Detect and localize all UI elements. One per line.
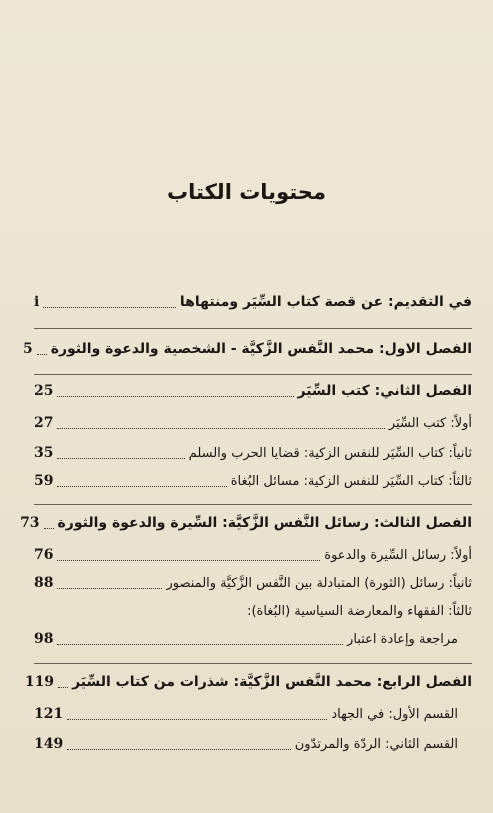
leader-dots <box>57 553 320 561</box>
separator-rule <box>34 328 472 329</box>
toc-entry-chapter-3 <box>20 515 472 531</box>
toc-page-number: 121 <box>34 706 64 722</box>
leader-dots <box>57 479 226 487</box>
toc-entry-chapter-1 <box>22 341 472 357</box>
toc-entry-chapter-2 <box>34 383 472 399</box>
toc-entry-text: الفصل الثالث: رسائل النَّفس الزَّكيَّة: السِّيرة والدعوة والثورة <box>57 515 472 531</box>
leader-dots <box>57 389 293 398</box>
separator-rule <box>34 663 472 664</box>
toc-entry-intro <box>34 294 472 310</box>
toc-entry-text: الفصل الرابع: محمد النَّفس الزَّكيَّة: شذرات من كتاب السِّيَر <box>72 674 472 690</box>
toc-entry-chapter-4 <box>24 674 472 690</box>
leader-dots <box>57 581 162 589</box>
toc-entry-text: القسم الأول: في الجهاد <box>331 707 458 722</box>
leader-dots <box>57 451 184 459</box>
toc-entry-text: ثالثاً: كتاب السِّيَر للنفس الزكية: مسائل البُغاة <box>230 474 472 489</box>
toc-entry-section <box>34 631 472 647</box>
toc-entry-section <box>34 575 472 591</box>
toc-entry-text: في التقديم: عن قصة كتاب السِّيَر ومنتهاها <box>179 294 472 310</box>
toc-page-number: 27 <box>34 415 54 431</box>
leader-dots <box>58 680 68 689</box>
toc-page-number: 73 <box>20 515 40 531</box>
leader-dots <box>67 742 291 750</box>
toc-page-number: 25 <box>34 383 54 399</box>
separator-rule <box>34 374 472 375</box>
toc-entry-section <box>34 445 472 461</box>
separator-rule <box>34 504 472 505</box>
toc-entry-text: الفصل الثاني: كتب السِّيَر <box>297 383 472 399</box>
toc-page-number: 35 <box>34 445 54 461</box>
toc-entry-section <box>34 473 472 489</box>
leader-dots <box>43 300 176 309</box>
leader-dots <box>57 637 343 645</box>
toc-entry-heading: ثالثاً: الفقهاء والمعارضة السياسية (البُغاة): <box>247 604 472 619</box>
leader-dots <box>37 347 47 356</box>
toc-page-number: 59 <box>34 473 54 489</box>
toc-entry-text: القسم الثاني: الردّة والمرتدّون <box>294 737 458 752</box>
toc-entry-section <box>34 547 472 563</box>
leader-dots <box>57 421 384 429</box>
toc-page-number: 98 <box>34 631 54 647</box>
toc-page-number: 149 <box>34 736 64 752</box>
toc-page-number: 88 <box>34 575 54 591</box>
toc-entry-text: ثانياً: كتاب السِّيَر للنفس الزكية: قضايا الحرب والسلم <box>188 446 472 461</box>
leader-dots <box>67 712 327 720</box>
toc-entry-text: أولاً: كتب السِّيَر <box>388 416 472 431</box>
toc-entry-text: الفصل الاول: محمد النَّفس الزَّكيَّة - الشخصية والدعوة والثورة <box>50 341 472 357</box>
toc-entry-text: ثانياً: رسائل (الثورة) المتبادلة بين النَّفس الزَّكيَّة والمنصور <box>166 576 472 591</box>
toc-page-number: 5 <box>22 341 33 357</box>
page-title: محتويات الكتاب <box>167 180 326 204</box>
toc-entry-section <box>34 415 472 431</box>
toc-page-number: i <box>34 294 40 310</box>
toc-entry-section <box>34 736 472 752</box>
toc-entry-section <box>34 706 472 722</box>
toc-entry-text: مراجعة وإعادة اعتبار <box>347 632 458 647</box>
toc-entry-text: أولاً: رسائل السِّيرة والدعوة <box>324 548 472 563</box>
toc-page-number: 76 <box>34 547 54 563</box>
toc-page-number: 119 <box>24 674 55 690</box>
leader-dots <box>44 521 54 530</box>
